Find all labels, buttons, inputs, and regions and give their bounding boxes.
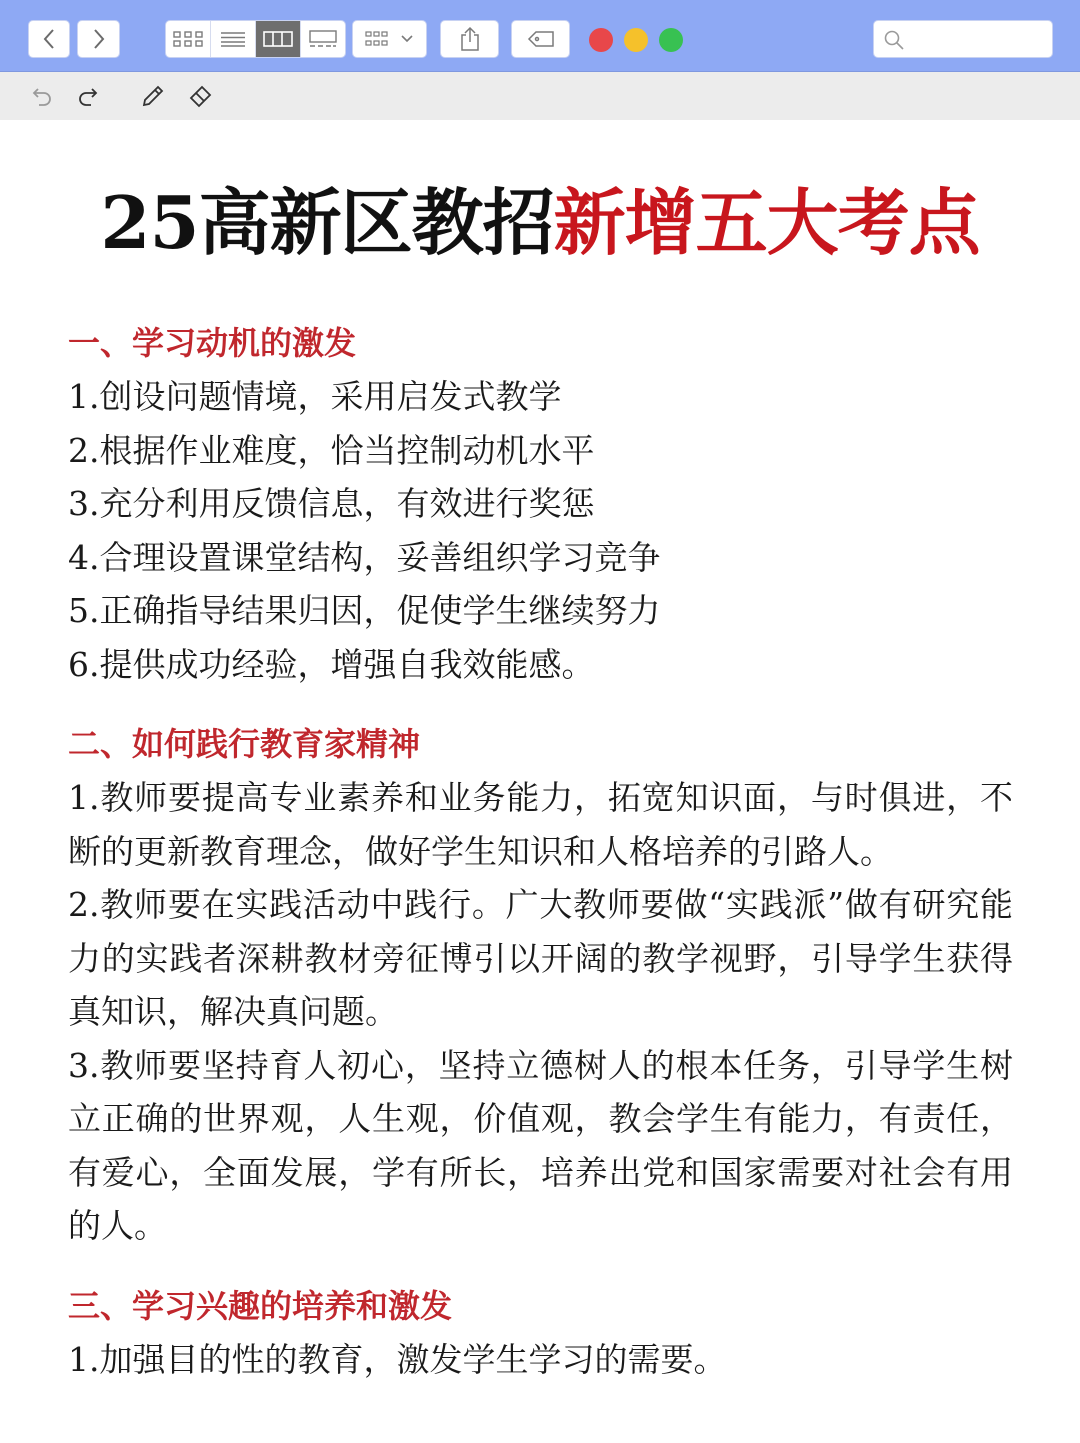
share-button[interactable] <box>440 20 499 58</box>
section-heading: 三、学习兴趣的培养和激发 <box>68 1286 453 1325</box>
columns-icon <box>263 30 293 48</box>
page-title <box>0 178 1080 268</box>
chevron-right-icon <box>92 28 106 50</box>
title-prefix: 25高新区教招 <box>100 180 554 265</box>
list-item: 1.创设问题情境，采用启发式教学 <box>68 377 562 416</box>
gallery-icon <box>308 30 338 48</box>
list-view-button[interactable] <box>211 21 256 57</box>
zoom-window-button[interactable] <box>659 28 683 52</box>
paragraph: 1.教师要提高专业素养和业务能力，拓宽知识面，与时俱进，不断的更新教育理念，做好学生知识和人格培养的引路人。 <box>68 778 1013 871</box>
list-item: 2.根据作业难度，恰当控制动机水平 <box>68 430 595 470</box>
list-item: 4.合理设置课堂结构，妥善组织学习竞争 <box>68 537 661 577</box>
list-icon <box>220 30 246 48</box>
view-mode-switcher <box>165 20 346 58</box>
pencil-button[interactable] <box>139 82 167 110</box>
tag-button[interactable] <box>511 20 570 58</box>
redo-icon <box>76 84 100 108</box>
list-item: 6.提供成功经验，增强自我效能感。 <box>68 644 595 684</box>
paragraph: 2.教师要在实践活动中践行。广大教师要做“实践派”做有研究能力的实践者深耕教材旁征博引以开阔的教学视野，引导学生获得真知识，解决真问题。 <box>68 885 1013 1031</box>
paragraph: 3.教师要坚持育人初心，坚持立德树人的根本任务，引导学生树立正确的世界观，人生观，价值观，教会学生有能力，有责任，有爱心，全面发展，学有所长，培养出党和国家需要对社会有用的人。 <box>68 1045 1013 1245</box>
edit-toolbar <box>0 72 1080 120</box>
eraser-button[interactable] <box>187 82 215 110</box>
eraser-icon <box>188 83 214 109</box>
back-button[interactable] <box>28 20 70 58</box>
undo-icon <box>30 84 54 108</box>
pencil-icon <box>140 83 166 109</box>
minimize-window-button[interactable] <box>624 28 648 52</box>
title-highlight: 新增五大考点 <box>553 180 980 265</box>
gallery-view-button[interactable] <box>301 21 345 57</box>
section-heading: 一、学习动机的激发 <box>68 324 357 362</box>
icon-view-button[interactable] <box>166 21 211 57</box>
close-window-button[interactable] <box>589 28 613 52</box>
section-heading: 二、如何践行教育家精神 <box>68 725 421 763</box>
share-icon <box>459 26 481 52</box>
list-item: 3.充分利用反馈信息，有效进行奖惩 <box>68 484 595 523</box>
document-body <box>68 316 1013 1386</box>
forward-button[interactable] <box>77 20 120 58</box>
column-view-button[interactable] <box>256 21 301 57</box>
undo-button[interactable] <box>28 82 56 110</box>
window-toolbar <box>0 0 1080 72</box>
group-by-icon <box>364 30 416 48</box>
search-icon <box>883 29 905 51</box>
group-by-button[interactable] <box>352 20 427 58</box>
chevron-left-icon <box>42 28 56 50</box>
list-item: 1.加强目的性的教育，激发学生学习的需要。 <box>68 1339 727 1379</box>
redo-button[interactable] <box>74 82 102 110</box>
search-input[interactable] <box>873 20 1053 58</box>
tag-icon <box>526 30 556 48</box>
list-item: 5.正确指导结果归因，促使学生继续努力 <box>68 591 661 630</box>
grid-icon <box>173 30 203 48</box>
